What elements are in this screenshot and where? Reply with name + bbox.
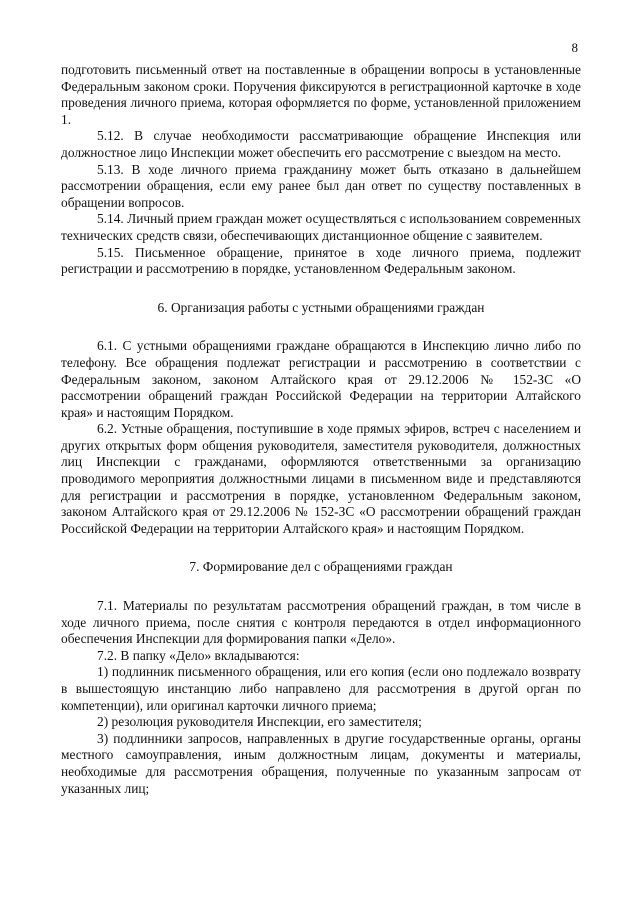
- paragraph-7-1: 7.1. Материалы по результатам рассмотрения обращений граждан, в том числе в ходе личного приема, после снятия с контроля передаются в отдел информационного обеспечения Инспекции для формирования папки «Дело».: [61, 598, 581, 647]
- paragraph-5-15: 5.15. Письменное обращение, принятое в ходе личного приема, подлежит регистрации и рассмотрению в порядке, установленном Федеральным законом.: [61, 244, 581, 277]
- paragraph-5-13: 5.13. В ходе личного приема гражданину может быть отказано в дальнейшем рассмотрении обращения, если ему ранее был дан ответ по существу поставленных в обращении вопросов.: [61, 161, 581, 210]
- page-number: 8: [571, 40, 578, 55]
- paragraph-continuation: подготовить письменный ответ на поставленные в обращении вопросы в установленные Федеральным законом сроки. Поручения фиксируются в регистрационной карточке в ходе проведения личного приема, которая оформляется по форме, установленной приложением 1.: [61, 62, 581, 127]
- paragraph-7-2: 7.2. В папку «Дело» вкладываются:: [97, 647, 300, 663]
- document-body: [61, 62, 581, 797]
- list-item-3: 3) подлинники запросов, направленных в другие государственные органы, органы местного самоуправления, иным должностным лицам, документы и материалы, необходимые для рассмотрения обращения, полученные по указанным запросам от указанных лиц;: [61, 730, 581, 796]
- paragraph-5-12: 5.12. В случае необходимости рассматривающие обращение Инспекция или должностное лицо Инспекции может обеспечить его рассмотрение с выездом на место.: [61, 128, 581, 160]
- section-6-heading: 6. Организация работы с устными обращениями граждан: [157, 299, 485, 315]
- paragraph-6-2: 6.2. Устные обращения, поступившие в ходе прямых эфиров, встреч с населением и других открытых форм общения руководителя, заместителя руководителя, должностных лиц Инспекции с гражданами, оформляются ответственными за организацию проводимого мероприятия должностными лицами в письменном виде и представляются для регистрации и рассмотрения в порядке, установленном Федеральным законом, законом Алтайского края от 29.12.2006 № 152-ЗС «О рассмотрении обращений граждан Российской Федерации на территории Алтайского края» и настоящим Порядком.: [61, 421, 581, 536]
- section-7-heading: 7. Формирование дел с обращениями граждан: [189, 559, 453, 575]
- list-item-1: 1) подлинник письменного обращения, или его копия (если оно подлежало возврату в вышестоящую инстанцию либо направлено для рассмотрения в другой орган по компетенции), или оригинал карточки личного приема;: [61, 664, 581, 713]
- list-item-2: 2) резолюция руководителя Инспекции, его заместителя;: [97, 714, 422, 730]
- paragraph-5-14: 5.14. Личный прием граждан может осуществляться с использованием современных технических средств связи, обеспечивающих дистанционное общение с заявителем.: [61, 211, 581, 243]
- paragraph-6-1: 6.1. С устными обращениями граждане обращаются в Инспекцию лично либо по телефону. Все обращения подлежат регистрации и рассмотрению в соответствии с Федеральным законом, законом Алтайского края от 29.12.2006 № 152-ЗС «О рассмотрении обращений граждан Российской Федерации на территории Алтайского края» и настоящим Порядком.: [61, 338, 581, 420]
